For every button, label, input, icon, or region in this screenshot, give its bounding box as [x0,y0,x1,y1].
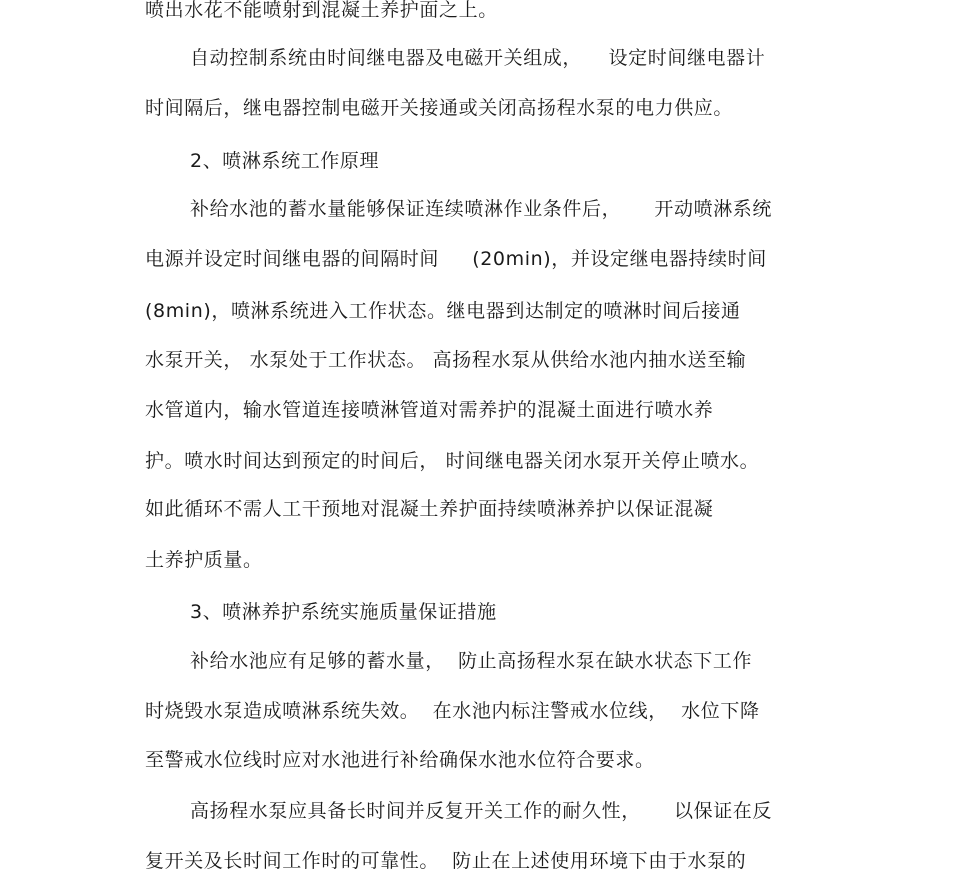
paragraph-line: (8min)，喷淋系统进入工作状态。继电器到达制定的喷淋时间后接通 [145,300,741,322]
paragraph-line: 自动控制系统由时间继电器及电磁开关组成， 设定时间继电器计 [190,47,766,69]
paragraph-line: 补给水池的蓄水量能够保证连续喷淋作业条件后， 开动喷淋系统 [190,198,772,220]
paragraph-line: 电源并设定时间继电器的间隔时间 (20min)，并设定继电器持续时间 [145,248,767,270]
paragraph-line: 高扬程水泵应具备长时间并反复开关工作的耐久性， 以保证在反 [190,800,772,822]
paragraph-line: 至警戒水位线时应对水池进行补给确保水池水位符合要求。 [145,749,655,771]
paragraph-line: 水管道内，输水管道连接喷淋管道对需养护的混凝土面进行喷水养 [145,399,714,421]
paragraph-line: 补给水池应有足够的蓄水量， 防止高扬程水泵在缺水状态下工作 [190,650,753,672]
section-heading: 2、喷淋系统工作原理 [190,150,380,172]
paragraph-line: 复开关及长时间工作时的可靠性。 防止在上述使用环境下由于水泵的 [145,850,747,872]
paragraph-line: 土养护质量。 [145,549,263,571]
paragraph-line: 喷出水花不能喷射到混凝土养护面之上。 [145,0,498,21]
section-heading: 3、喷淋养护系统实施质量保证措施 [190,601,497,623]
paragraph-line: 如此循环不需人工干预地对混凝土养护面持续喷淋养护以保证混凝 [145,498,714,520]
paragraph-line: 时间隔后，继电器控制电磁开关接通或关闭高扬程水泵的电力供应。 [145,97,734,119]
paragraph-line: 水泵开关， 水泵处于工作状态。 高扬程水泵从供给水池内抽水送至输 [145,349,747,371]
paragraph-line: 时烧毁水泵造成喷淋系统失效。 在水池内标注警戒水位线， 水位下降 [145,700,760,722]
paragraph-line: 护。喷水时间达到预定的时间后， 时间继电器关闭水泵开关停止喷水。 [145,450,760,472]
